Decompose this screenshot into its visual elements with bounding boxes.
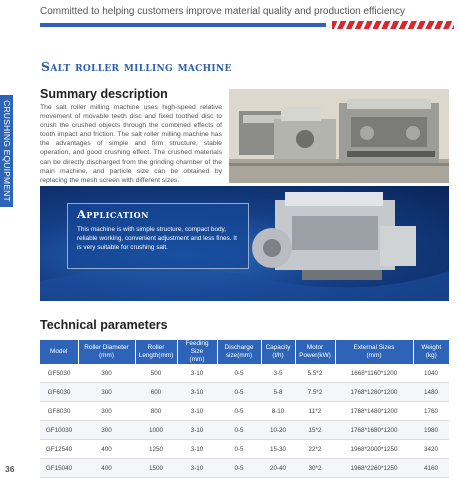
col-header [295,340,335,364]
summary-heading: Summary description [40,87,168,101]
col-header-line1: Feeding Size [185,340,209,355]
col-header-line2: Length(mm) [138,352,174,359]
table-cell: 1480 [413,383,449,402]
col-header [335,340,413,364]
col-header-line1: Roller [147,344,165,351]
header-rule-red-stripes [332,21,454,29]
col-header-line1: Capacity [265,344,291,351]
col-header-line1: Roller Diameter [84,344,129,351]
table-cell: 11*2 [295,402,335,421]
table-cell: GF15040 [40,459,78,478]
col-header-line2: (kg) [425,352,437,359]
table-row [40,459,449,478]
table-cell: GF12540 [40,440,78,459]
table-cell: 500 [135,364,177,383]
table-row [40,383,449,402]
page-number: 36 [5,464,15,474]
machine-photo [229,89,449,183]
table-cell: 20-40 [261,459,295,478]
col-header-line2: (mm) [189,356,205,363]
table-cell: 1768*1480*1200 [335,402,413,421]
application-text: This machine is with simple structure, compact body, reliable working, convenient adjustment and less fines. It is very suitable for crushing salt. [77,226,237,251]
table-cell: 8-10 [261,402,295,421]
table-cell: 300 [78,421,135,440]
table-cell: 1968*2000*1250 [335,440,413,459]
table-cell: 600 [135,383,177,402]
table-cell: 0-5 [217,421,261,440]
col-header-line2: (t/h) [272,352,284,359]
table-cell: 5.5*2 [295,364,335,383]
summary-text: The salt roller milling machine uses high-speed relative movement of movable teeth disc and fixed toothed disc to crush the crushed objects through the combined effects of tooth impact and friction. The salt roller milling machine has the advantages of simple and firm structure, stable operation, and good crushing effect. The crushed materials can be directly discharged from the grinding chamber of the main machine, and particle size can be obtained by replacing the mesh screen with different sizes. [40,104,222,184]
table-cell: 1768*1680*1200 [335,421,413,440]
table-cell: 30*2 [295,459,335,478]
table-cell: 1250 [135,440,177,459]
table-row [40,440,449,459]
table-cell: 7.5*2 [295,383,335,402]
table-cell: 3-10 [177,440,217,459]
application-title [77,207,149,221]
table-cell: GF10030 [40,421,78,440]
table-cell: 3-10 [177,459,217,478]
table-cell: 15-30 [261,440,295,459]
col-header-line1: Weight [421,344,442,351]
table-cell: 1000 [135,421,177,440]
table-cell: 3420 [413,440,449,459]
table-cell: 22*2 [295,440,335,459]
machine-illustration [229,89,449,183]
table-cell: 1040 [413,364,449,383]
col-header [177,340,217,364]
col-header [135,340,177,364]
table-cell: 1980 [413,421,449,440]
table-header-row [40,340,449,364]
table-cell: 400 [78,440,135,459]
header-rule [40,21,454,29]
header-rule-blue [40,23,326,27]
table-row [40,402,449,421]
table-cell: 1760 [413,402,449,421]
col-header [261,340,295,364]
table-cell: GF6030 [40,383,78,402]
table-cell: 400 [78,459,135,478]
col-header-line2: Power(kW) [299,352,331,359]
table-cell: 4160 [413,459,449,478]
table-cell: 0-5 [217,364,261,383]
table-cell: 3-5 [261,364,295,383]
table-cell: 10-20 [261,421,295,440]
side-tab-label: CRUSHING EQUIPMENT [2,100,12,202]
col-header-line2: size(mm) [225,352,253,359]
col-header-line1: Discharge [224,344,254,351]
col-header-line2: (mm) [99,352,114,359]
table-cell: 3-10 [177,383,217,402]
table-cell: 3-10 [177,402,217,421]
table-cell: 0-5 [217,402,261,421]
table-cell: 0-5 [217,440,261,459]
table-cell: 1768*1280*1200 [335,383,413,402]
table-cell: GF5030 [40,364,78,383]
table-cell: 300 [78,383,135,402]
table-cell: 1668*1160*1200 [335,364,413,383]
table-cell: 300 [78,402,135,421]
table-cell: 3-10 [177,421,217,440]
col-header [217,340,261,364]
table-cell: 0-5 [217,383,261,402]
table-row [40,421,449,440]
col-header [78,340,135,364]
col-header [40,340,78,364]
application-banner [40,186,449,301]
technical-heading: Technical parameters [40,318,168,332]
table-cell: 0-5 [217,459,261,478]
technical-parameters-table [40,340,449,478]
table-cell: 5-8 [261,383,295,402]
table-cell: 15*2 [295,421,335,440]
table-row [40,364,449,383]
table-cell: 800 [135,402,177,421]
col-header-line1: Motor [306,344,324,351]
application-title-text: Application [77,207,149,221]
page-title-text: Salt roller milling machine [41,59,232,74]
table-cell: GF8030 [40,402,78,421]
table-cell: 3-10 [177,364,217,383]
col-header-line1: Model [50,348,68,355]
table-cell: 1500 [135,459,177,478]
table-cell: 1968*2260*1250 [335,459,413,478]
col-header-line2: (mm) [366,352,382,359]
col-header-line1: External Sizes [353,344,395,351]
col-header [413,340,449,364]
table-cell: 300 [78,364,135,383]
page-title [41,59,232,74]
header-tagline: Committed to helping customers improve material quality and production efficiency [40,6,405,17]
